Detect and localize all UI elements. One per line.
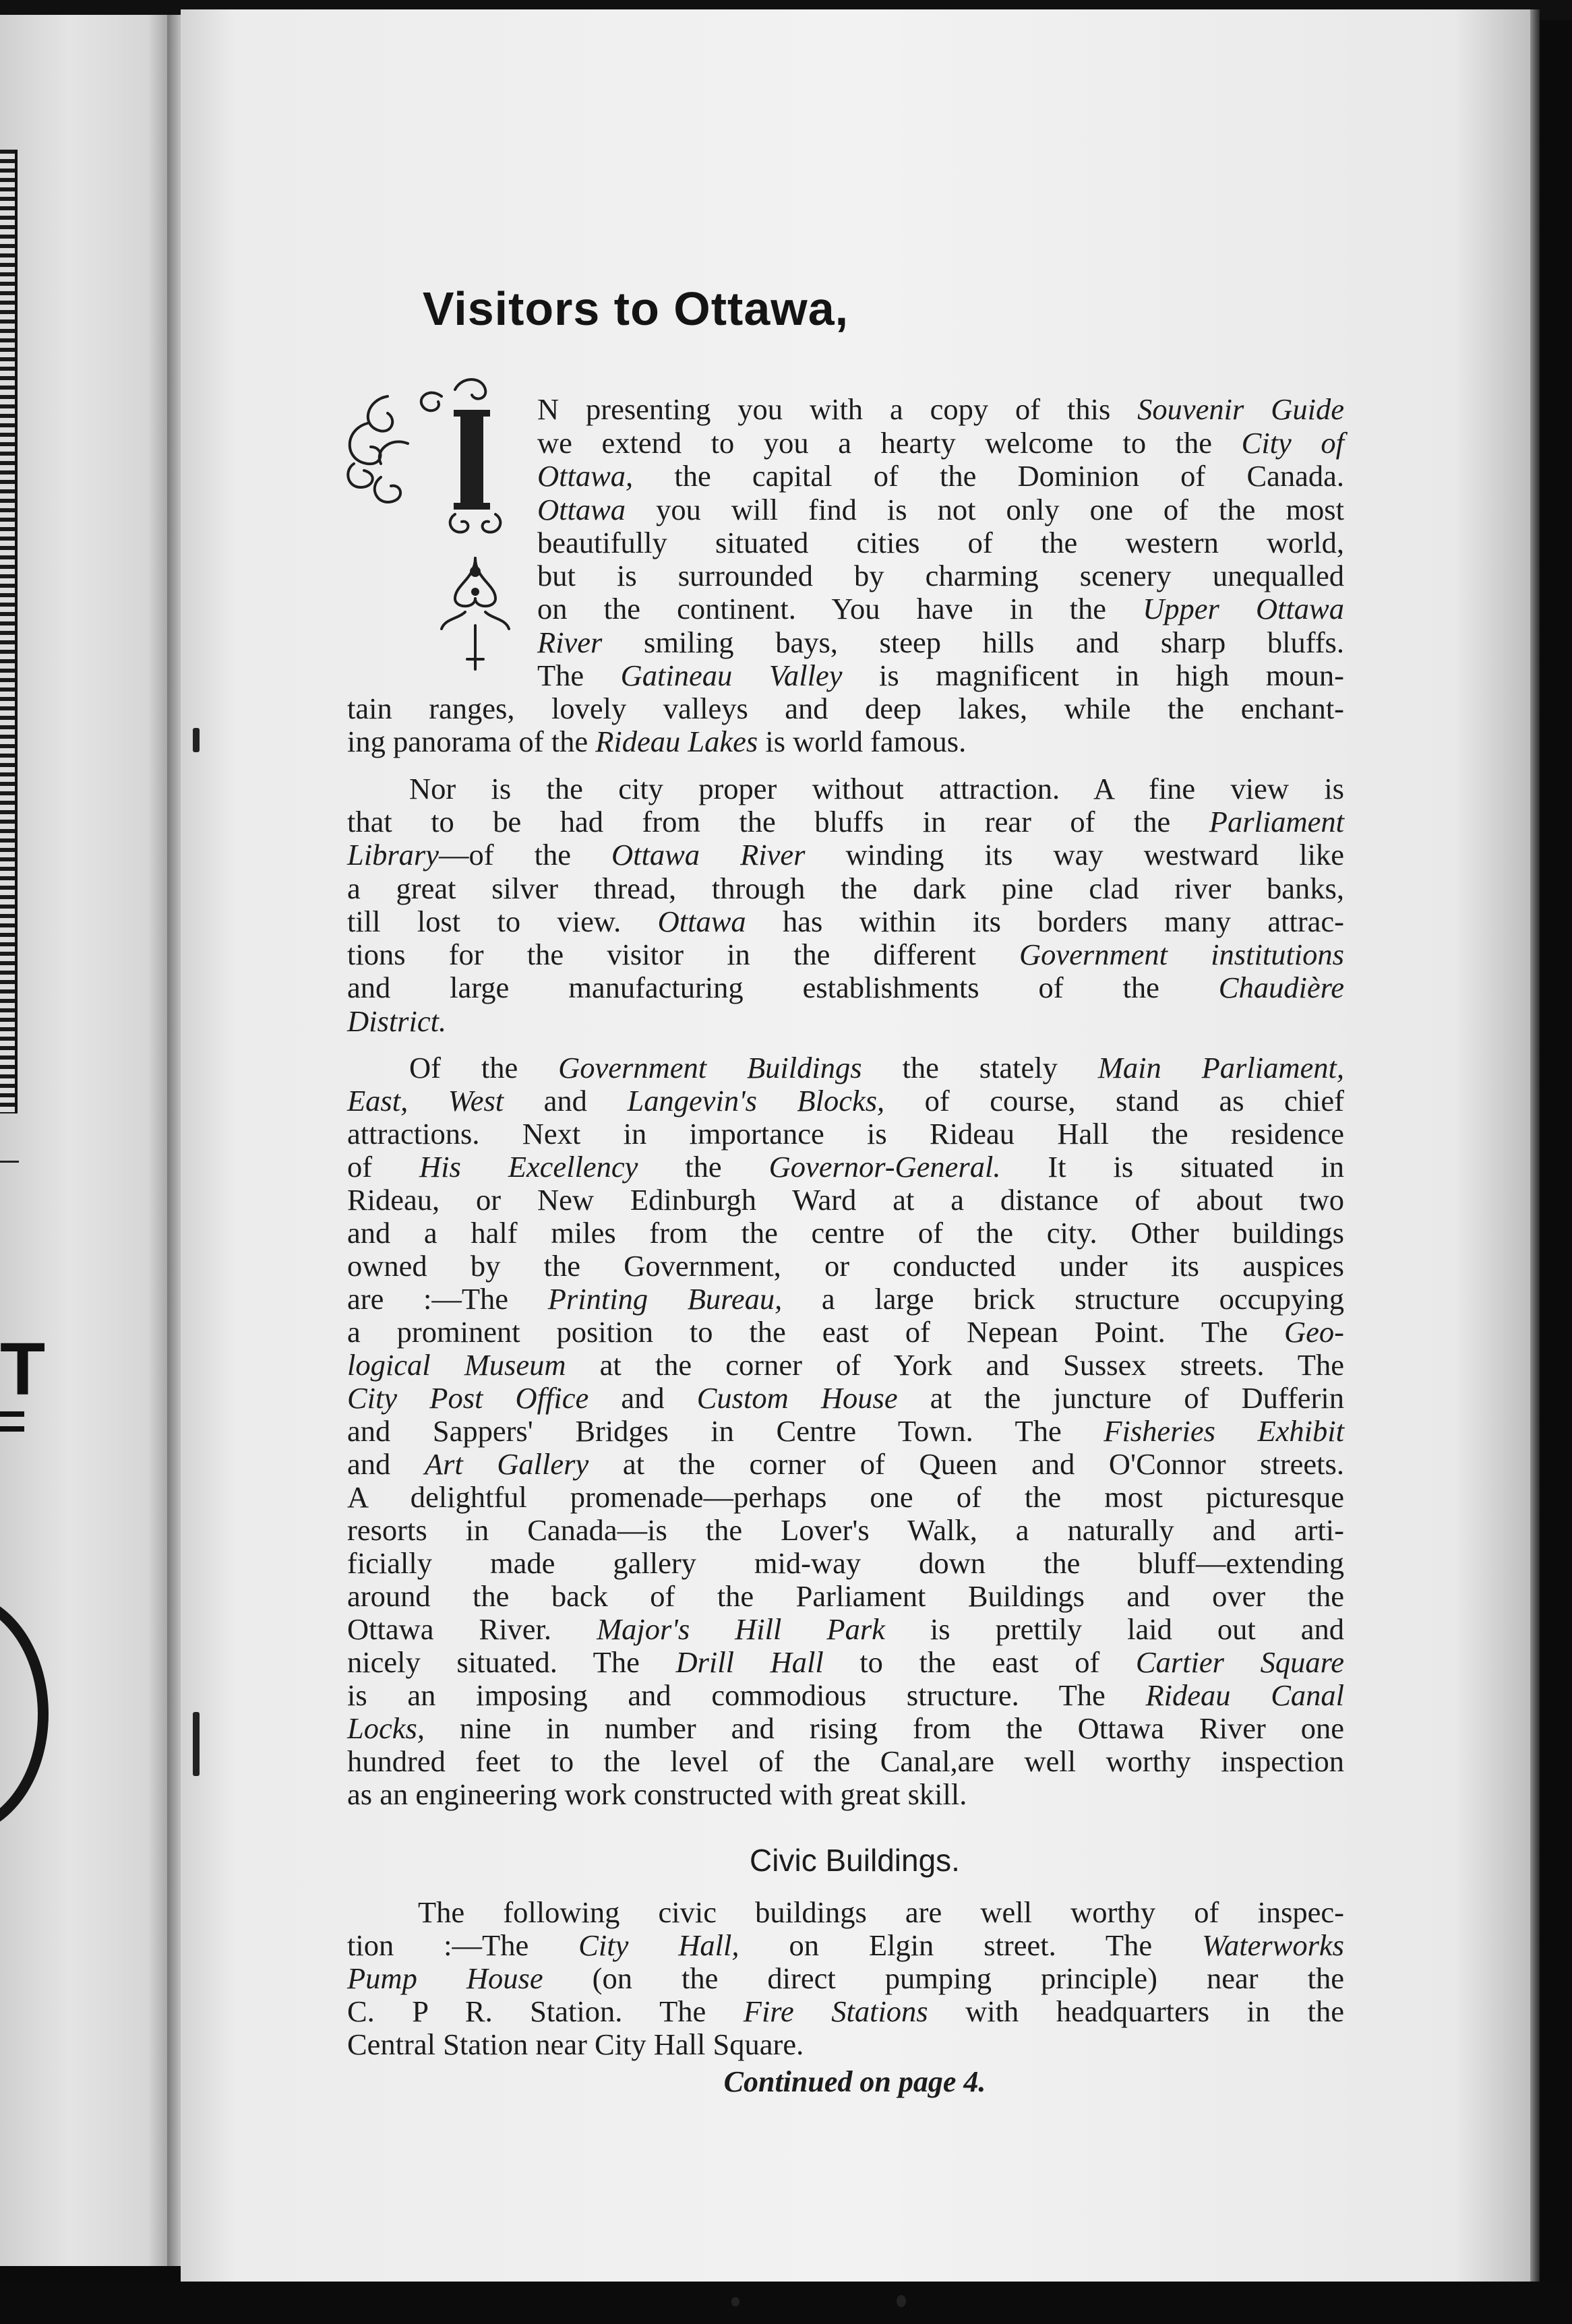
italic-text: Chaudière xyxy=(1218,971,1344,1004)
italic-text: Souvenir Guide xyxy=(1137,392,1345,426)
text-run: ficially made gallery mid-way down the bluff—extending xyxy=(347,1546,1344,1580)
text-run: Central Station near City Hall Square. xyxy=(347,2027,804,2061)
italic-text: logical Museum xyxy=(347,1348,566,1382)
text-line xyxy=(347,1581,1344,1612)
text-line xyxy=(347,840,1344,870)
text-run: is prettily laid out and xyxy=(884,1612,1344,1646)
text-line xyxy=(347,1449,1344,1479)
italic-text: Government institutions xyxy=(1019,938,1344,971)
text-run: beautifully situated cities of the western world, xyxy=(537,526,1344,559)
italic-text: Library xyxy=(347,838,439,872)
text-run: on the continent. You have in the xyxy=(537,592,1143,625)
text-line xyxy=(347,1482,1344,1512)
text-line xyxy=(347,727,1344,757)
text-line xyxy=(347,874,1344,904)
text-line xyxy=(347,1006,1344,1037)
text-run: around the back of the Parliament Buildings and over the xyxy=(347,1579,1344,1613)
text-line xyxy=(347,1746,1344,1777)
italic-text: Ottawa, xyxy=(537,459,634,493)
text-run: are :—The xyxy=(347,1282,548,1316)
text-line xyxy=(347,1713,1344,1744)
text-run: nine in number and rising from the Ottawa River one xyxy=(424,1711,1344,1745)
text-line xyxy=(537,428,1344,458)
text-line xyxy=(347,694,1344,724)
text-run: Rideau, or New Edinburgh Ward at a distance of about two xyxy=(347,1183,1344,1217)
italic-text: Waterworks xyxy=(1202,1928,1344,1962)
facing-page-circle-ornament xyxy=(0,1592,49,1836)
italic-text: Government Buildings xyxy=(558,1051,862,1084)
text-run: is magnificent in high moun- xyxy=(842,659,1344,692)
italic-text: Main Parliament, xyxy=(1097,1051,1344,1084)
italic-text: Langevin's Blocks, xyxy=(627,1084,885,1118)
text-line xyxy=(537,561,1344,591)
dropcap-ornament xyxy=(340,369,533,679)
text-run: hundred feet to the level of the Canal,are well worthy inspection xyxy=(347,1744,1344,1778)
text-run: C. P R. Station. The xyxy=(347,1994,744,2028)
italic-text: Governor-General. xyxy=(768,1150,1001,1184)
text-run: A delightful promenade—perhaps one of the most picturesque xyxy=(347,1480,1344,1514)
text-run: has within its borders many attrac- xyxy=(746,905,1344,938)
text-run: you will find is not only one of the most xyxy=(626,493,1344,526)
text-line xyxy=(409,774,1344,804)
text-run: and Sappers' Bridges in Centre Town. The xyxy=(347,1414,1104,1448)
text-run: but is surrounded by charming scenery unequalled xyxy=(537,559,1344,592)
italic-text: Ottawa River xyxy=(611,838,806,872)
italic-text: Drill Hall xyxy=(675,1645,824,1679)
dropcap-flourish-icon xyxy=(340,369,533,679)
facing-page-rule xyxy=(0,1161,19,1163)
italic-text: Rideau Lakes xyxy=(595,725,758,758)
text-line xyxy=(347,1647,1344,1678)
text-run: tain ranges, lovely valleys and deep lakes, while the enchant- xyxy=(347,692,1344,725)
text-run: of course, stand as chief xyxy=(884,1084,1344,1118)
binding-mark xyxy=(193,728,200,752)
text-run: ing panorama of the xyxy=(347,725,596,758)
section-heading: Civic Buildings. xyxy=(750,1843,960,1878)
text-line xyxy=(347,1284,1344,1314)
text-line xyxy=(347,1779,1344,1810)
text-run: The following civic buildings are well worthy of inspec- xyxy=(418,1895,1344,1929)
text-run: with headquarters in the xyxy=(928,1994,1345,2028)
text-run: till lost to view. xyxy=(347,905,658,938)
text-line xyxy=(537,594,1344,624)
text-run: as an engineering work constructed with great skill. xyxy=(347,1777,967,1811)
text-line xyxy=(347,1251,1344,1281)
facing-page-border-pattern xyxy=(0,150,18,1113)
text-run: is world famous. xyxy=(758,725,967,758)
text-line xyxy=(347,1996,1344,2027)
text-run: is an imposing and commodious structure. The xyxy=(347,1678,1146,1712)
text-run: Of the xyxy=(409,1051,559,1084)
facing-page-letter-fragment: T xyxy=(0,1328,46,1411)
text-run: tion :—The xyxy=(347,1928,579,1962)
italic-text: Gatineau Valley xyxy=(620,659,843,692)
text-line xyxy=(347,1152,1344,1182)
text-line xyxy=(347,907,1344,937)
italic-text: River xyxy=(537,625,603,659)
text-run: resorts in Canada—is the Lover's Walk, a naturally and arti- xyxy=(347,1513,1344,1547)
text-run: Ottawa River. xyxy=(347,1612,597,1646)
text-run: Nor is the city proper without attraction. A fine view is xyxy=(409,772,1344,805)
italic-text: Ottawa xyxy=(537,493,626,526)
italic-text: Custom House xyxy=(696,1381,898,1415)
text-run: and xyxy=(504,1084,628,1118)
text-run: and large manufacturing establishments of the xyxy=(347,971,1219,1004)
text-run: a great silver thread, through the dark pine clad river banks, xyxy=(347,872,1344,905)
text-run: smiling bays, steep hills and sharp bluffs. xyxy=(602,625,1344,659)
text-line xyxy=(537,661,1344,691)
text-run: owned by the Government, or conducted under its auspices xyxy=(347,1249,1344,1283)
text-line xyxy=(537,495,1344,525)
text-run: a prominent position to the east of Nepean Point. The xyxy=(347,1315,1285,1349)
italic-text: East, West xyxy=(347,1084,504,1118)
page-edge-shadow xyxy=(1530,9,1540,2284)
text-line xyxy=(347,1218,1344,1248)
text-line xyxy=(537,528,1344,558)
scan-speck xyxy=(897,2295,906,2307)
text-run: and xyxy=(588,1381,697,1415)
italic-text: Pump House xyxy=(347,1961,543,1995)
italic-text: Cartier Square xyxy=(1135,1645,1344,1679)
text-line xyxy=(347,2029,1344,2060)
text-line xyxy=(347,1119,1344,1149)
italic-text: His Excellency xyxy=(419,1150,638,1184)
text-run: we extend to you a hearty welcome to the xyxy=(537,426,1242,460)
text-run: at the corner of Queen and O'Connor streets. xyxy=(588,1447,1344,1481)
text-run: N presenting you with a copy of this xyxy=(537,392,1138,426)
binding-mark xyxy=(193,1712,200,1776)
text-line xyxy=(347,973,1344,1003)
italic-text: District. xyxy=(347,1004,447,1038)
italic-text: Fire Stations xyxy=(743,1994,928,2028)
text-line xyxy=(347,1515,1344,1546)
text-run: winding its way westward like xyxy=(805,838,1344,872)
text-line xyxy=(409,1053,1344,1083)
text-run: the stately xyxy=(861,1051,1098,1084)
facing-page-rule xyxy=(0,1411,24,1417)
text-run: of xyxy=(347,1150,419,1184)
text-run: the xyxy=(638,1150,769,1184)
text-run: (on the direct pumping principle) near the xyxy=(543,1961,1344,1995)
facing-page-fragment xyxy=(0,15,174,2266)
facing-page-rule xyxy=(0,1426,24,1432)
italic-text: Rideau Canal xyxy=(1145,1678,1344,1712)
text-line xyxy=(347,1317,1344,1347)
text-line xyxy=(347,1963,1344,1994)
text-run: nicely situated. The xyxy=(347,1645,676,1679)
text-line xyxy=(347,940,1344,970)
text-run: to the east of xyxy=(823,1645,1136,1679)
text-run: and xyxy=(347,1447,425,1481)
text-line xyxy=(418,1897,1344,1928)
italic-text: Geo- xyxy=(1284,1315,1344,1349)
text-run: a large brick structure occupying xyxy=(782,1282,1344,1316)
text-run: It is situated in xyxy=(1000,1150,1345,1184)
italic-text: City of xyxy=(1241,426,1344,460)
text-line xyxy=(347,1416,1344,1446)
italic-text: Locks, xyxy=(347,1711,425,1745)
text-run: the capital of the Dominion of Canada. xyxy=(633,459,1344,493)
text-line xyxy=(347,1185,1344,1215)
scan-border-bottom xyxy=(0,2282,1572,2324)
text-line xyxy=(347,1086,1344,1116)
italic-text: Upper Ottawa xyxy=(1143,592,1344,625)
text-run: at the juncture of Dufferin xyxy=(897,1381,1344,1415)
text-line xyxy=(537,394,1344,425)
text-line xyxy=(347,1930,1344,1961)
italic-text: Major's Hill Park xyxy=(597,1612,885,1646)
text-run: attractions. Next in importance is Rideau Hall the residence xyxy=(347,1117,1344,1151)
text-line xyxy=(347,1614,1344,1645)
italic-text: Fisheries Exhibit xyxy=(1104,1414,1344,1448)
text-run: and a half miles from the centre of the city. Other buildings xyxy=(347,1216,1344,1250)
text-line xyxy=(347,1383,1344,1413)
italic-text: Printing Bureau, xyxy=(547,1282,783,1316)
text-run: on Elgin street. The xyxy=(739,1928,1203,1962)
italic-text: City Post Office xyxy=(347,1381,589,1415)
text-run: The xyxy=(537,659,621,692)
text-line xyxy=(347,1350,1344,1380)
italic-text: Parliament xyxy=(1209,805,1344,838)
text-line xyxy=(537,461,1344,491)
italic-text: Ottawa xyxy=(657,905,746,938)
text-run: that to be had from the bluffs in rear of the xyxy=(347,805,1209,838)
page-title: Visitors to Ottawa, xyxy=(422,282,849,335)
text-run: tions for the visitor in the different xyxy=(347,938,1020,971)
italic-text: Art Gallery xyxy=(424,1447,589,1481)
text-line xyxy=(537,625,1344,659)
text-line xyxy=(347,1680,1344,1711)
text-run: —of the xyxy=(439,838,612,872)
italic-text: City Hall, xyxy=(578,1928,739,1962)
text-line xyxy=(347,1548,1344,1579)
text-run: at the corner of York and Sussex streets. The xyxy=(566,1348,1344,1382)
continued-note: Continued on page 4. xyxy=(723,2065,986,2098)
scan-speck xyxy=(731,2297,739,2306)
text-line xyxy=(347,807,1344,837)
